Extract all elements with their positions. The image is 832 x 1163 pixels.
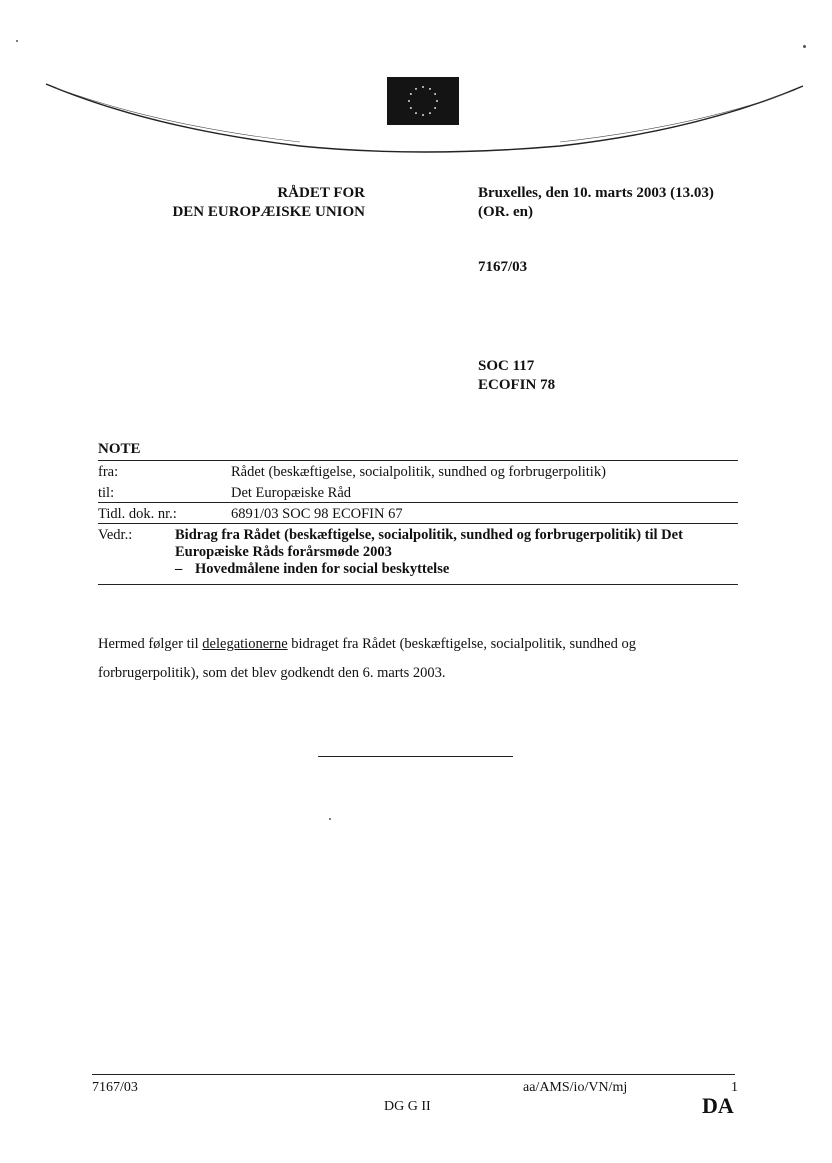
document-number: 7167/03: [478, 259, 528, 275]
classification-codes: [478, 357, 555, 395]
subject-text: [175, 527, 745, 578]
eu-star: [410, 93, 412, 95]
subject-dash: –: [175, 561, 183, 577]
delegations-link: delegationerne: [202, 636, 288, 652]
note-title: NOTE: [98, 441, 141, 457]
scan-speck: [16, 40, 18, 42]
subject-line-1: Bidrag fra Rådet (beskæftigelse, socialpolitik, sundhed og forbrugerpolitik) til Det: [175, 527, 683, 543]
place-date: Bruxelles, den 10. marts 2003 (13.03): [478, 185, 714, 201]
code-ecofin: ECOFIN 78: [478, 377, 556, 393]
divider: [98, 460, 738, 461]
divider: [98, 502, 738, 503]
to-label: til:: [98, 485, 115, 501]
place-date-block: [478, 184, 714, 222]
subject-line-3: [175, 561, 745, 578]
footer-initials: aa/AMS/io/VN/mj: [523, 1080, 628, 1095]
end-separator: [318, 756, 513, 757]
divider: [98, 584, 738, 585]
eu-star: [429, 88, 431, 90]
body-text-end: bidraget fra Rådet (beskæftigelse, socialpolitik, sundhed og forbrugerpolitik), som det blev godkendt den 6. marts 2003.: [98, 636, 636, 681]
body-paragraph: [98, 630, 738, 688]
eu-star: [434, 93, 436, 95]
eu-star: [429, 112, 431, 114]
prev-doc-label: Tidl. dok. nr.:: [98, 506, 177, 522]
footer-rule: [92, 1074, 735, 1075]
institution-line-2: DEN EUROPÆISKE UNION: [172, 204, 365, 220]
eu-star: [434, 107, 436, 109]
subject-line-2: Europæiske Råds forårsmøde 2003: [175, 544, 392, 560]
subject-label: Vedr.:: [98, 527, 133, 543]
eu-star: [422, 86, 424, 88]
institution-line-1: RÅDET FOR: [277, 185, 365, 201]
prev-doc-value: 6891/03 SOC 98 ECOFIN 67: [231, 506, 403, 522]
eu-star: [436, 100, 438, 102]
subject-line-3-text: Hovedmålene inden for social beskyttelse: [195, 561, 450, 577]
footer-doc-ref: 7167/03: [92, 1080, 138, 1095]
divider: [98, 523, 738, 524]
footer-directorate: DG G II: [384, 1099, 431, 1114]
body-text-start: Hermed følger til: [98, 636, 203, 652]
eu-stars-icon: [387, 77, 459, 125]
from-label: fra:: [98, 464, 119, 480]
eu-star: [415, 112, 417, 114]
code-soc: SOC 117: [478, 358, 535, 374]
eu-star: [408, 100, 410, 102]
eu-flag-emblem: [387, 77, 459, 125]
scan-speck: [803, 45, 806, 48]
institution-name: [120, 184, 365, 222]
scan-speck: [329, 818, 331, 820]
language-code: DA: [702, 1093, 734, 1118]
footer-page-number: 1: [731, 1080, 738, 1095]
eu-star: [422, 114, 424, 116]
original-language: (OR. en): [478, 204, 533, 220]
eu-star: [415, 88, 417, 90]
to-value: Det Europæiske Råd: [231, 485, 352, 501]
eu-star: [410, 107, 412, 109]
from-value: Rådet (beskæftigelse, socialpolitik, sundhed og forbrugerpolitik): [231, 464, 606, 480]
